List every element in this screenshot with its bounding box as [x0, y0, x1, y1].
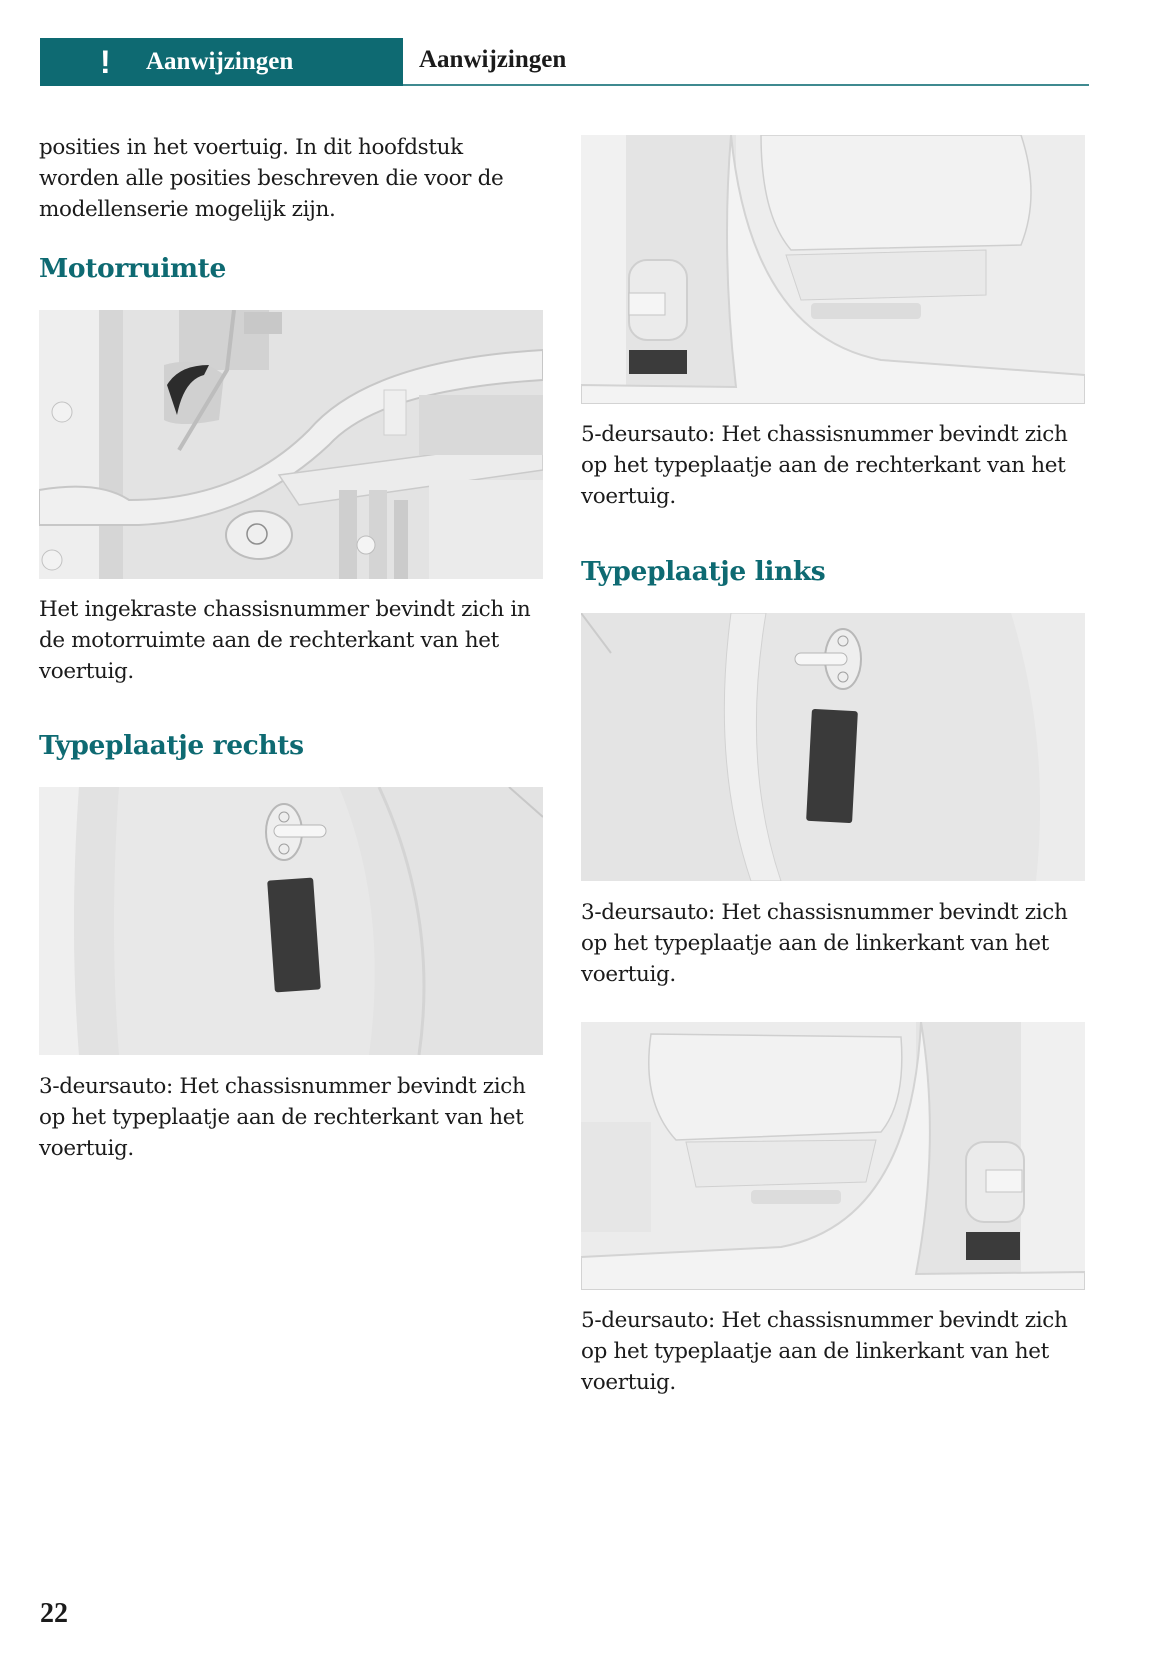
door-sill-right-5-door-illustration: [581, 135, 1085, 404]
typeplaatje-links-5-deurs-figure: [581, 1022, 1085, 1290]
page-title: Aanwijzingen: [419, 46, 567, 73]
typeplaatje-links-3-deurs-figure: [581, 613, 1085, 881]
section-tab: [40, 38, 403, 86]
heading-typeplaatje-links: Typeplaatje links: [581, 556, 826, 587]
typeplaatje-rechts-figure: [39, 787, 543, 1055]
caption-typeplaatje-rechts-5-deurs: 5-deursauto: Het chassisnummer bevindt zich op het typeplaatje aan de rechterkant van het voertuig.: [581, 422, 1068, 509]
engine-compartment-figure: [39, 310, 543, 579]
caption-typeplaatje-links-3-deurs: 3-deursauto: Het chassisnummer bevindt zich op het typeplaatje aan de linkerkant van het voertuig.: [581, 900, 1068, 987]
page-number: 22: [40, 1598, 68, 1629]
exclamation-icon: !: [100, 44, 111, 80]
heading-typeplaatje-rechts: Typeplaatje rechts: [39, 730, 304, 761]
caption-typeplaatje-links-5-deurs: 5-deursauto: Het chassisnummer bevindt zich op het typeplaatje aan de linkerkant van het voertuig.: [581, 1308, 1068, 1395]
intro-paragraph: posities in het voertuig. In dit hoofdstuk worden alle posities beschreven die voor de modellenserie mogelijk zijn.: [39, 135, 504, 222]
typeplaatje-rechts-5-deurs-figure: [581, 135, 1085, 404]
caption-typeplaatje-rechts-3-deurs: 3-deursauto: Het chassisnummer bevindt zich op het typeplaatje aan de rechterkant van het voertuig.: [39, 1074, 526, 1161]
caption-motorruimte: Het ingekraste chassisnummer bevindt zich in de motorruimte aan de rechterkant van het voertuig.: [39, 597, 531, 684]
heading-motorruimte: Motorruimte: [39, 253, 226, 284]
header-divider: [403, 84, 1089, 86]
section-tab-label: Aanwijzingen: [146, 48, 294, 75]
engine-compartment-illustration: [39, 310, 543, 579]
door-pillar-right-3-door-illustration: [39, 787, 543, 1055]
door-pillar-left-3-door-illustration: [581, 613, 1085, 881]
door-sill-left-5-door-illustration: [581, 1022, 1085, 1290]
